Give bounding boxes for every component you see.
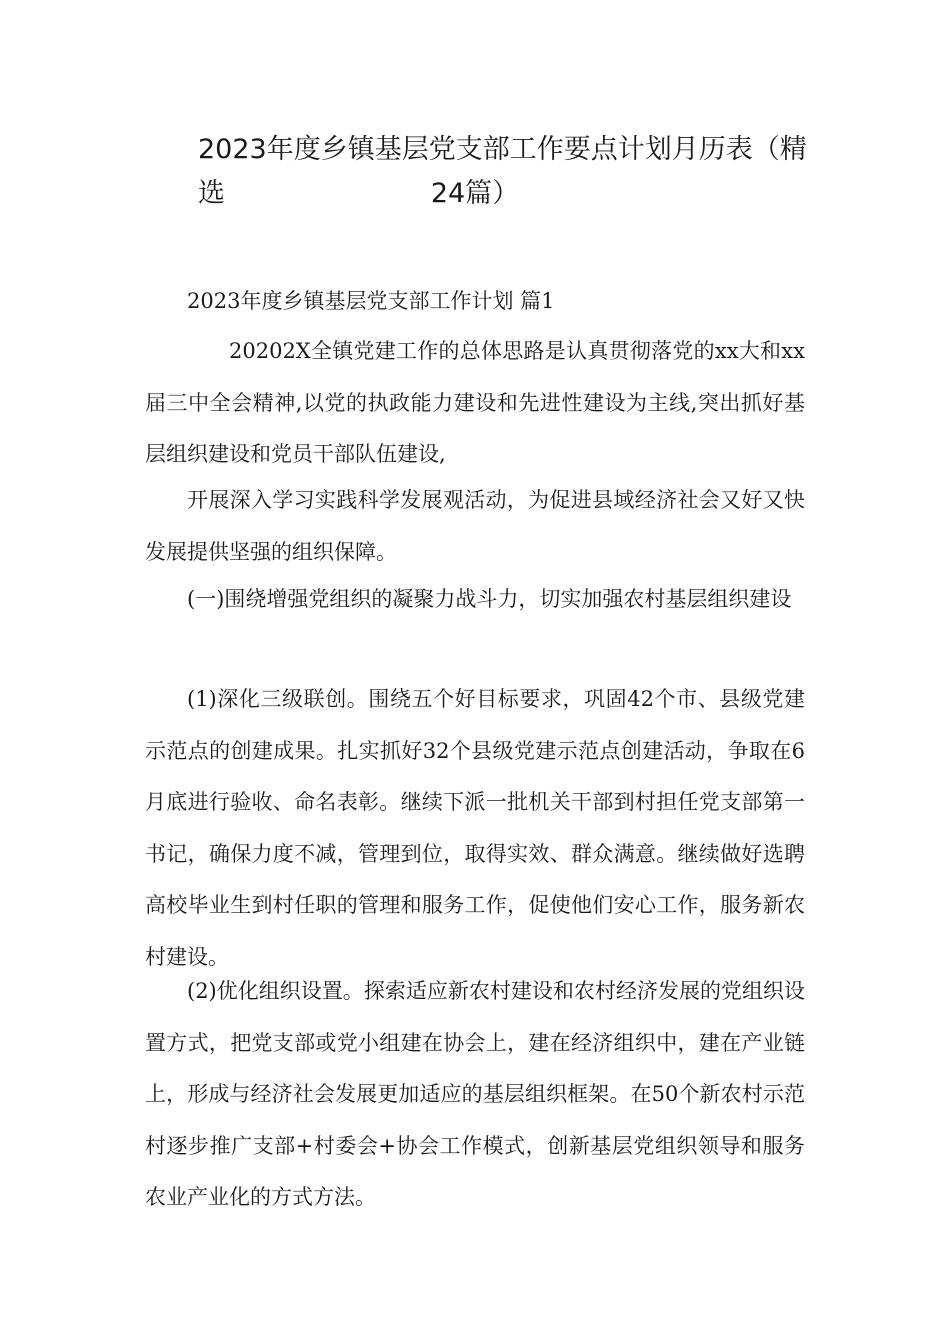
section-subtitle: 2023年度乡镇基层党支部工作计划 篇1 (187, 289, 555, 313)
paragraph-2: 开展深入学习实践科学发展观活动，为促进县域经济社会又好又快发展提供坚强的组织保障。 (145, 488, 805, 564)
paragraph-1: 20202X全镇党建工作的总体思路是认真贯彻落党的xx大和xx届三中全会精神,以党的执政能力建设和先进性建设为主线,突出抓好基层组织建设和党员干部队伍建设, (145, 339, 805, 466)
paragraph-4: (1)深化三级联创。围绕五个好目标要求，巩固42个市、县级党建示范点的创建成果。扎实抓好32个县级党建示范点创建活动，争取在6月底进行验收、命名表彰。继续下派一批机关干部到村担任党支部第一书记，确保力度不减，管理到位，取得实效、群众满意。继续做好选聘高校毕业生到村任职的管理和服务工作，促使他们安心工作，服务新农村建设。 (145, 687, 805, 969)
document-title-line-2: 24篇） (430, 178, 520, 209)
document-title-line-1: 2023年度乡镇基层党支部工作要点计划月历表（精选 (198, 134, 807, 209)
paragraph-3: (一)围绕增强党组织的凝聚力战斗力，切实加强农村基层组织建设 (187, 587, 792, 611)
paragraph-5: (2)优化组织设置。探索适应新农村建设和农村经济发展的党组织设置方式，把党支部或党小组建在协会上，建在经济组织中，建在产业链上，形成与经济社会发展更加适应的基层组织框架。在50个新农村示范村逐步推广支部+村委会+协会工作模式，创新基层党组织领导和服务农业产业化的方式方法。 (145, 979, 805, 1209)
